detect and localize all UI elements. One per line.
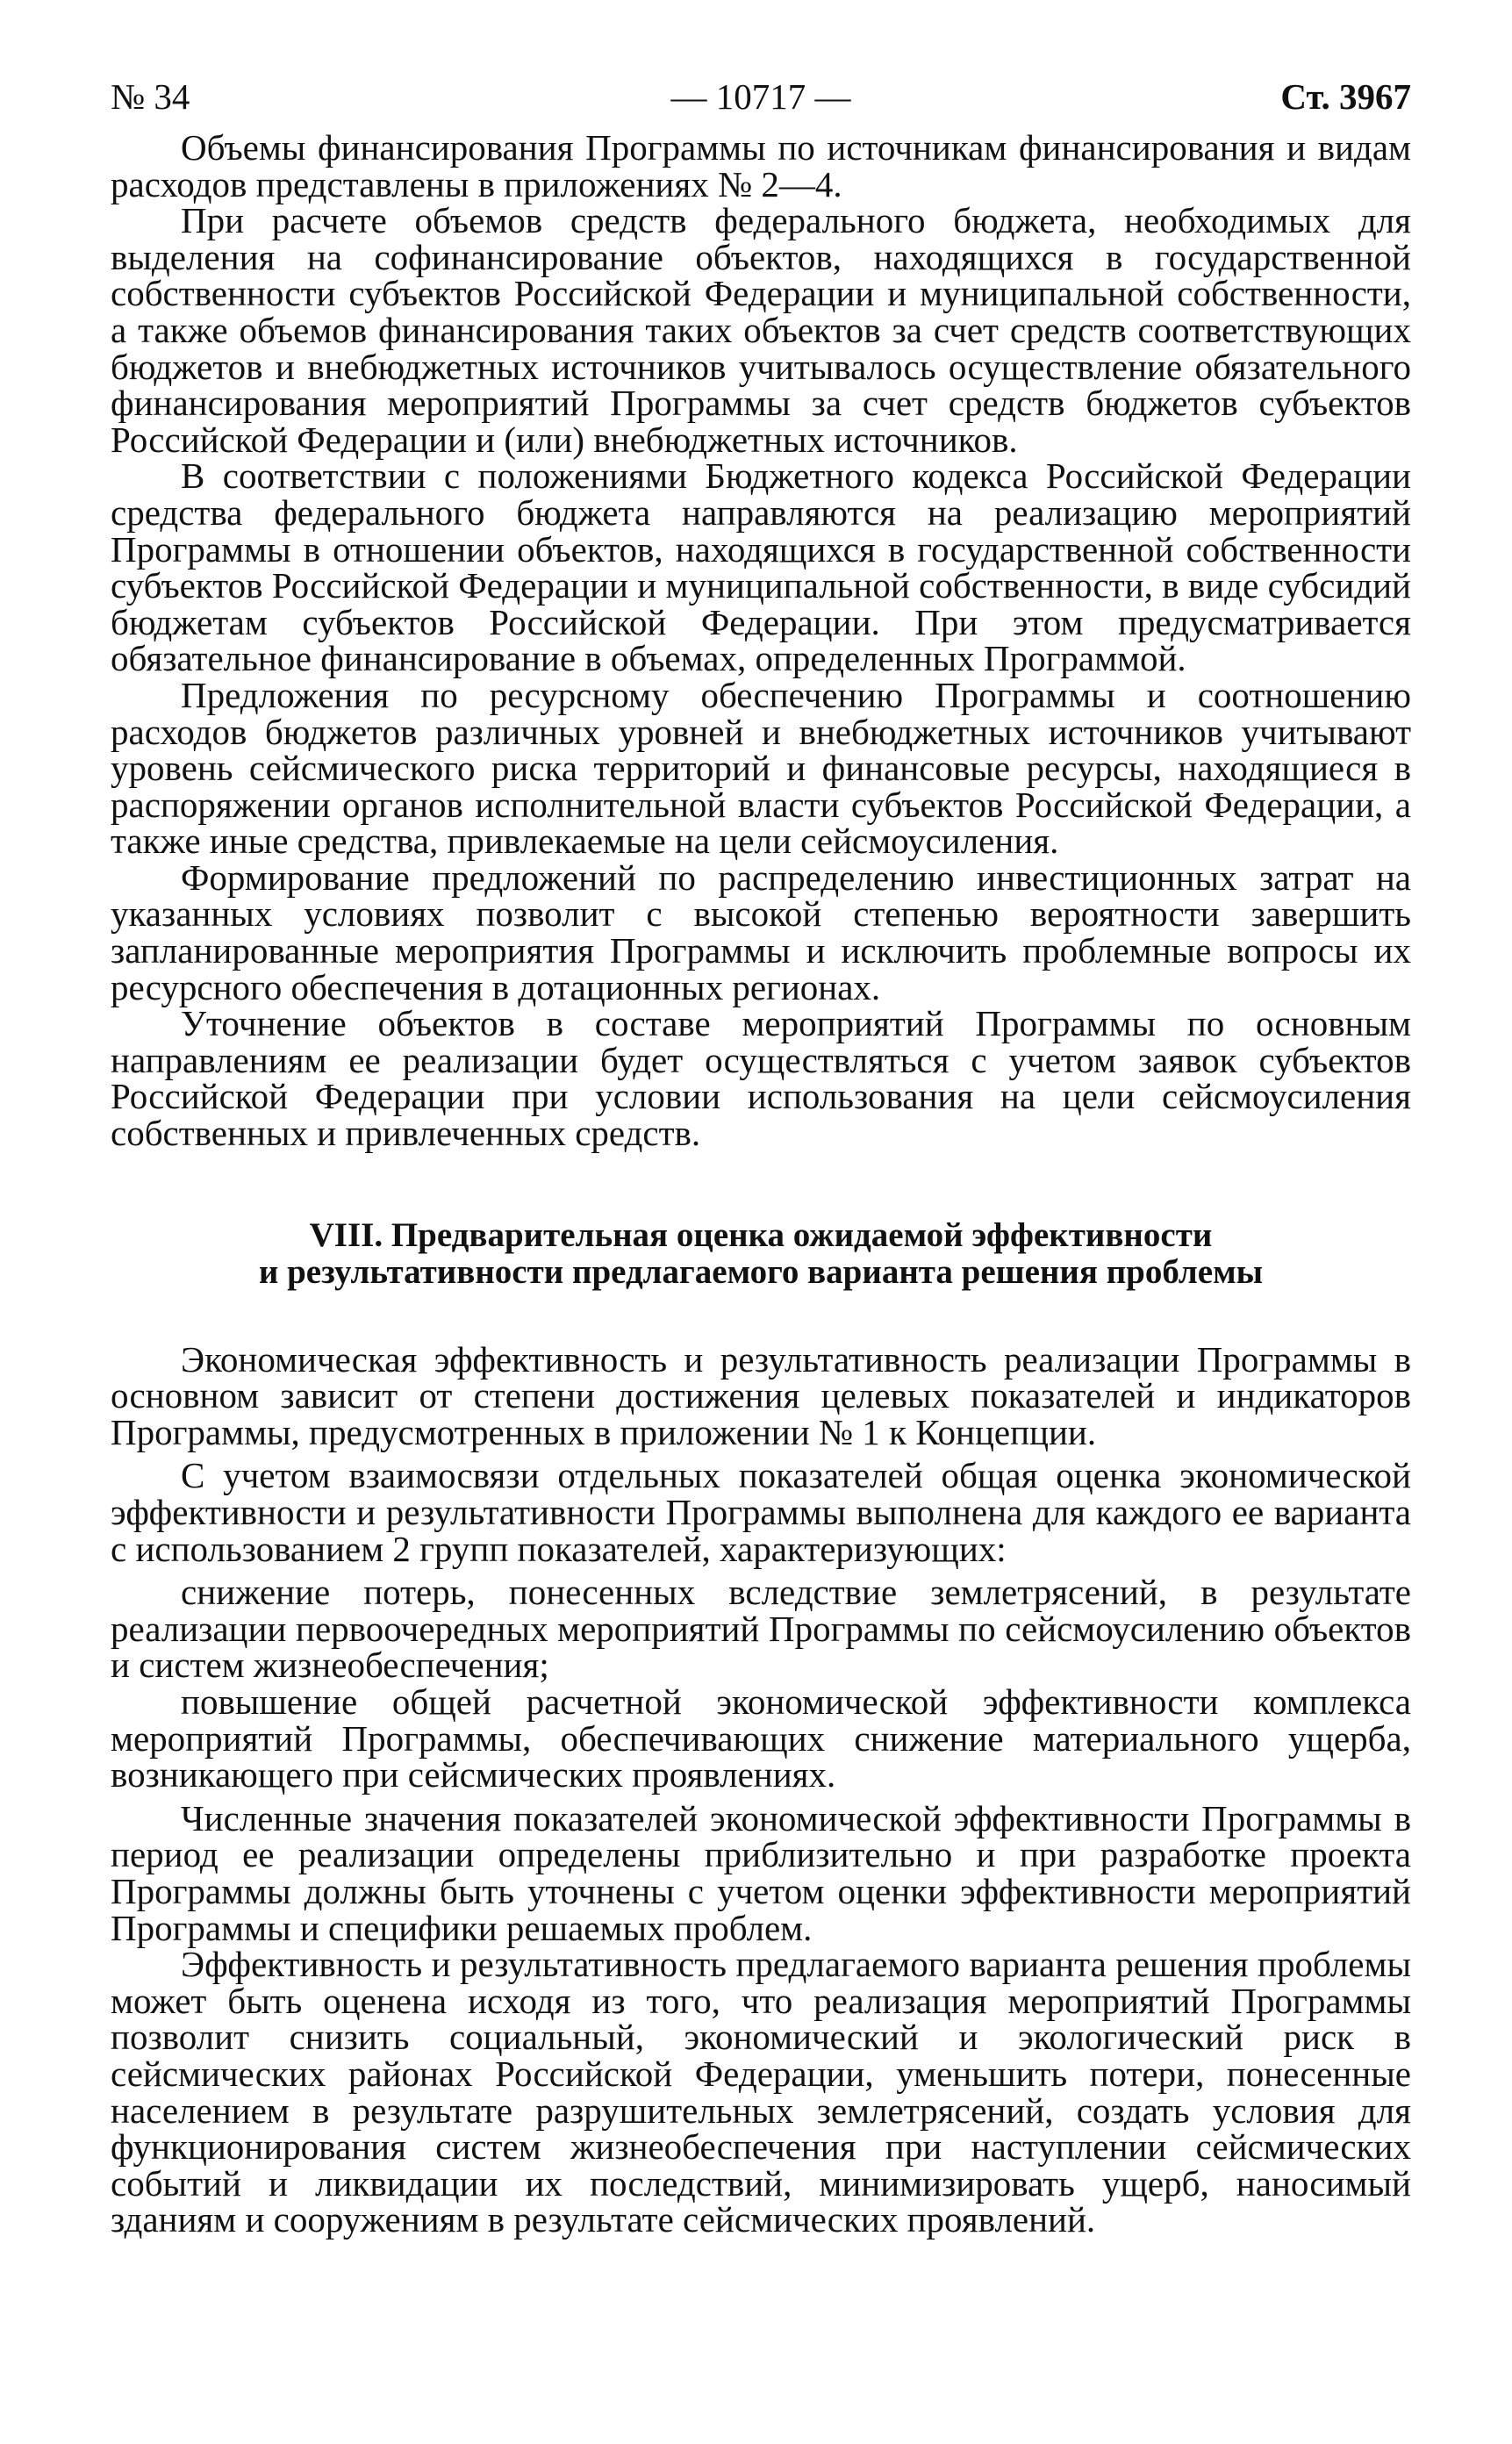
paragraph: Объемы финансирования Программы по источникам финансирования и видам расходов представлены в приложениях № 2—4. [111, 127, 1411, 204]
section-heading-line1: VIII. Предварительная оценка ожидаемой эффективности [309, 1215, 1213, 1254]
list-item: повышение общей расчетной экономической эффективности комплекса мероприятий Программы, обеспечивающих снижение материального ущерба, возникающего при сейсмических проявлениях. [111, 1681, 1411, 1795]
issue-number: № 34 [111, 76, 190, 117]
section-heading-line2: и результативности предлагаемого варианта решения проблемы [258, 1252, 1264, 1291]
page-number: — 10717 — [670, 76, 851, 117]
paragraph: Численные значения показателей экономической эффективности Программы в период ее реализации определены приблизительно и при разработке проекта Программы должны быть уточнены с учетом оценки эффективности мероприятий Программы и специфики решаемых проблем. [111, 1797, 1411, 1948]
paragraph: Эффективность и результативность предлагаемого варианта решения проблемы может быть оценена исходя из того, что реализация мероприятий Программы позволит снизить социальный, экономический и экологический риск в сейсмических районах Российской Федерации, уменьшить потери, понесенные населением в результате разрушительных землетрясений, создать условия для функционирования систем жизнеобеспечения при наступлении сейсмических событий и ликвидации их последствий, минимизировать ущерб, наносимый зданиям и сооружениям в результате сейсмических проявлений. [111, 1944, 1411, 2240]
list-item: снижение потерь, понесенных вследствие землетрясений, в результате реализации первоочередных мероприятий Программы по сейсмоусилению объектов и систем жизнеобеспечения; [111, 1572, 1411, 1686]
section-heading [111, 1217, 1411, 1291]
section-effectiveness [111, 1338, 1411, 2240]
page-header [111, 70, 1411, 123]
paragraph: Формирование предложений по распределению инвестиционных затрат на указанных условиях позволит с высокой степенью вероятности завершить запланированные мероприятия Программы и исключить проблемные вопросы их ресурсного обеспечения в дотационных регионах. [111, 856, 1411, 1007]
article-number: Ст. 3967 [1280, 76, 1411, 117]
paragraph: Уточнение объектов в составе мероприятий Программы по основным направлениям ее реализации будет осуществляться с учетом заявок субъектов Российской Федерации при условии использования на цели сейсмоусиления собственных и привлеченных средств. [111, 1003, 1411, 1154]
paragraph: С учетом взаимосвязи отдельных показателей общая оценка экономической эффективности и результативности Программы выполнена для каждого ее варианта с использованием 2 групп показателей, характеризующих: [111, 1455, 1411, 1569]
paragraph: Экономическая эффективность и результативность реализации Программы в основном зависит от степени достижения целевых показателей и индикаторов Программы, предусмотренных в приложении № 1 к Концепции. [111, 1338, 1411, 1452]
paragraph: Предложения по ресурсному обеспечению Программы и соотношению расходов бюджетов различных уровней и внебюджетных источников учитывают уровень сейсмического риска территорий и финансовые ресурсы, находящиеся в распоряжении органов исполнительной власти субъектов Российской Федерации, а также иные средства, привлекаемые на цели сейсмоусиления. [111, 674, 1411, 862]
document-page [111, 70, 1411, 2239]
section-resource-provision [111, 127, 1411, 1154]
paragraph: При расчете объемов средств федерального бюджета, необходимых для выделения на софинансирование объектов, находящихся в государственной собственности субъектов Российской Федерации и муниципальной собственности, а также объемов финансирования таких объектов за счет средств соответствующих бюджетов и внебюджетных источников учитывалось осуществление обязательного финансирования мероприятий Программы за счет средств бюджетов субъектов Российской Федерации и (или) внебюджетных источников. [111, 200, 1411, 460]
paragraph: В соответствии с положениями Бюджетного кодекса Российской Федерации средства федерального бюджета направляются на реализацию мероприятий Программы в отношении объектов, находящихся в государственной собственности субъектов Российской Федерации и муниципальной собственности, в виде субсидий бюджетам субъектов Российской Федерации. При этом предусматривается обязательное финансирование в объемах, определенных Программой. [111, 455, 1411, 679]
